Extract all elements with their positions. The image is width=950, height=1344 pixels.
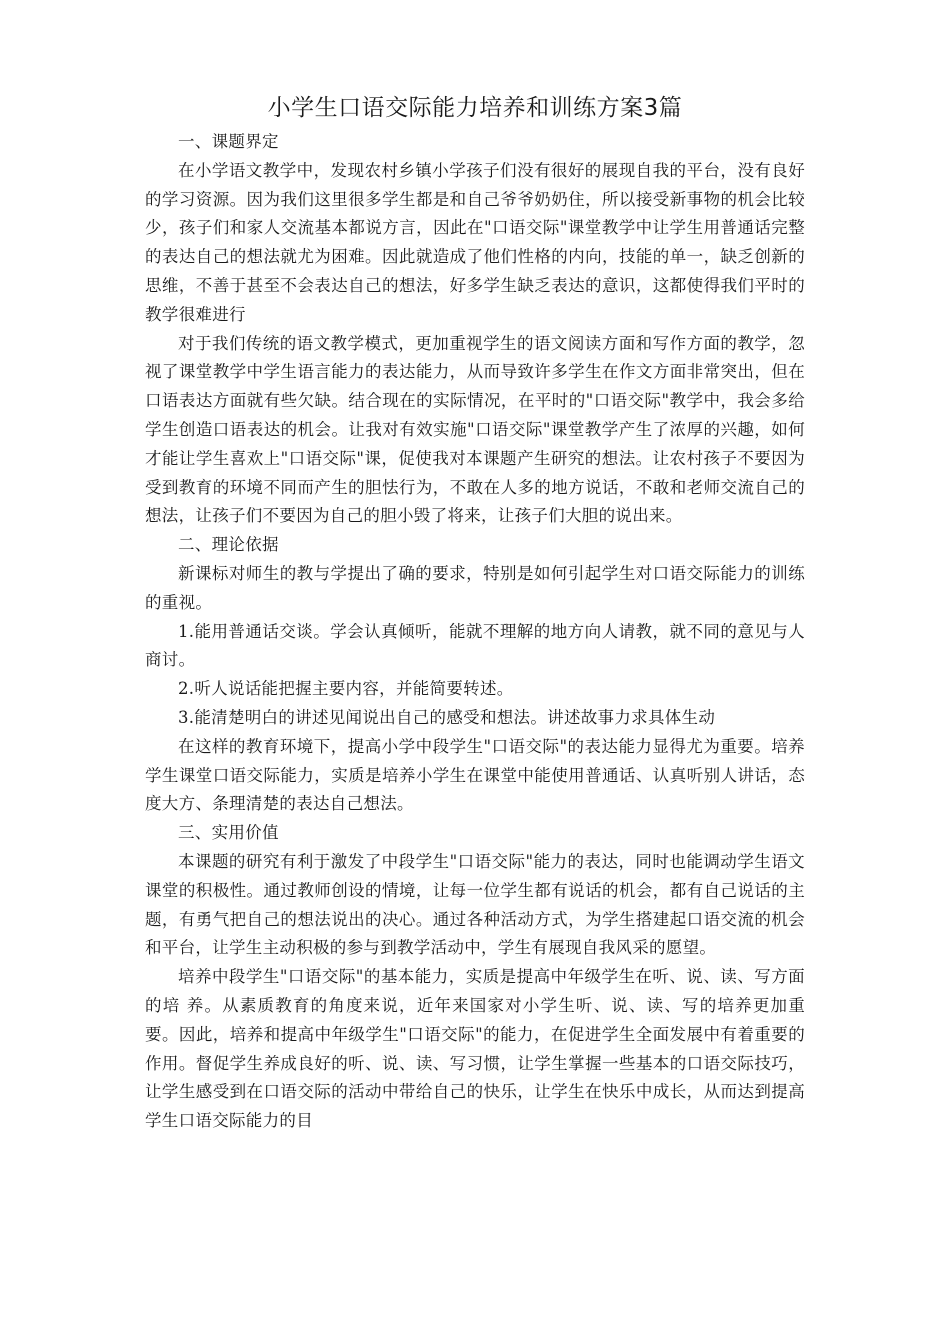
section-heading-theory: 二、理论依据	[178, 535, 279, 555]
paragraph: 培养中段学生"口语交际"的基本能力，实质是提高中年级学生在听、说、读、写方面的培 养。从素质教育的角度来说，近年来国家对小学生听、说、读、写的培养更加重要。因此，培养和提高中年级学生"口语交际"的能力，在促进学生全面发展中有着重要的作用。督促学生养成良好的听、说、读、写习惯，让学生掌握一些基本的口语交际技巧，让学生感受到在口语交际的活动中带给自己的快乐，让学生在快乐中成长，从而达到提高学生口语交际能力的目	[145, 967, 805, 1131]
section-heading-definition: 一、课题界定	[178, 132, 279, 151]
section-heading-value: 三、实用价值	[178, 823, 279, 843]
paragraph: 对于我们传统的语文教学模式，更加重视学生的语文阅读方面和写作方面的教学，忽视了课堂教学中学生语言能力的表达能力，从而导致许多学生在作文方面非常突出，但在口语表达方面就有些欠缺。结合现在的实际情况，在平时的"口语交际"教学中，我会多给学生创造口语表达的机会。让我对有效实施"口语交际"课堂教学产生了浓厚的兴趣，如何才能让学生喜欢上"口语交际"课，促使我对本课题产生研究的想法。让农村孩子不要因为受到教育的环境不同而产生的胆怯行为，不敢在人多的地方说话，不敢和老师交流自己的想法，让孩子们不要因为自己的胆小毁了将来，让孩子们大胆的说出来。	[145, 333, 805, 526]
paragraph: 新课标对师生的教与学提出了确的要求，特别是如何引起学生对口语交际能力的训练的重视。	[145, 563, 805, 612]
list-item: 2.听人说话能把握主要内容，并能简要转述。	[178, 679, 514, 699]
paragraph: 在这样的教育环境下，提高小学中段学生"口语交际"的表达能力显得尤为重要。培养学生课堂口语交际能力，实质是培养小学生在课堂中能使用普通话、认真听别人讲话，态度大方、条理清楚的表达自己想法。	[145, 736, 805, 814]
paragraph: 在小学语文教学中，发现农村乡镇小学孩子们没有很好的展现自我的平台，没有良好的学习资源。因为我们这里很多学生都是和自己爷爷奶奶住，所以接受新事物的机会比较少，孩子们和家人交流基本都说方言，因此在"口语交际"课堂教学中让学生用普通话完整的表达自己的想法就尤为困难。因此就造成了他们性格的内向，技能的单一，缺乏创新的思维，不善于甚至不会表达自己的想法，好多学生缺乏表达的意识，这都使得我们平时的教学很难进行	[145, 160, 805, 324]
paragraph: 本课题的研究有利于激发了中段学生"口语交际"能力的表达，同时也能调动学生语文课堂的积极性。通过教师创设的情境，让每一位学生都有说话的机会，都有自己说话的主题，有勇气把自己的想法说出的决心。通过各种活动方式，为学生搭建起口语交流的机会和平台，让学生主动积极的参与到教学活动中，学生有展现自我风采的愿望。	[145, 851, 805, 958]
list-item: 1.能用普通话交谈。学会认真倾听，能就不理解的地方向人请教，就不同的意见与人商讨。	[145, 621, 805, 670]
list-item: 3.能清楚明白的讲述见闻说出自己的感受和想法。讲述故事力求具体生动	[178, 707, 716, 727]
document-title: 小学生口语交际能力培养和训练方案3篇	[267, 95, 683, 121]
document-page	[145, 88, 805, 1136]
